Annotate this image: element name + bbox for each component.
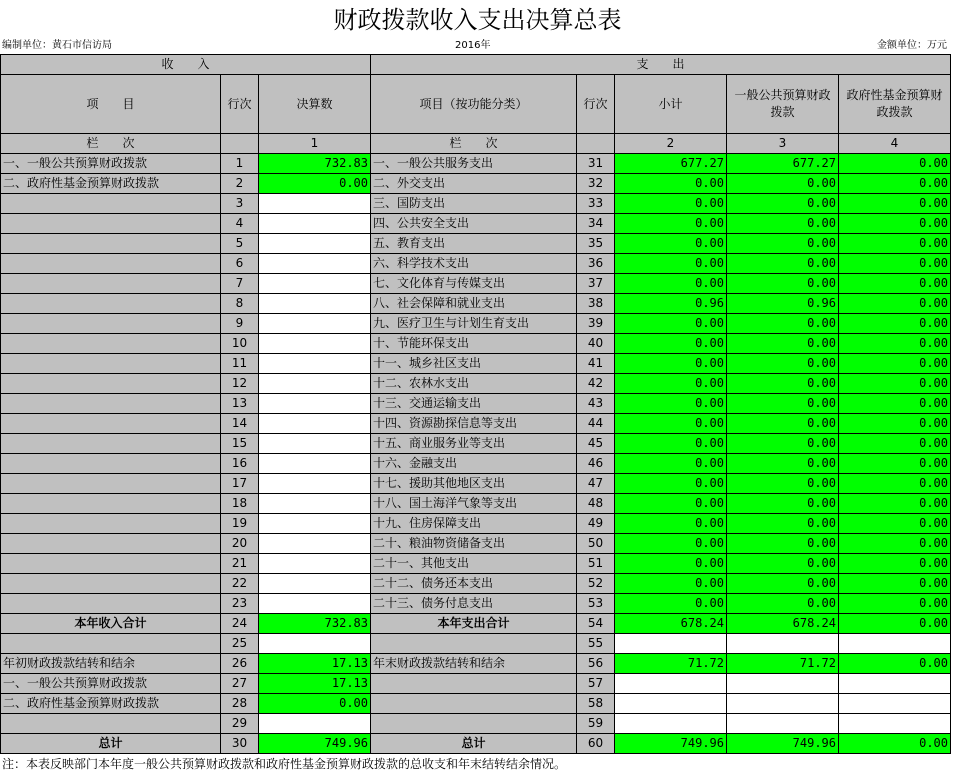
income-amount [259, 594, 371, 614]
income-item [1, 214, 221, 234]
expense-fund: 0.00 [839, 574, 951, 594]
money-unit: 金额单位：万元 [877, 40, 947, 51]
expense-general [727, 714, 839, 734]
income-row-no: 17 [221, 474, 259, 494]
income-item [1, 354, 221, 374]
income-amount: 17.13 [259, 654, 371, 674]
expense-fund: 0.00 [839, 414, 951, 434]
income-row-no: 26 [221, 654, 259, 674]
income-item [1, 474, 221, 494]
expense-general: 0.00 [727, 554, 839, 574]
expense-item [371, 674, 577, 694]
expense-subtotal: 0.96 [615, 294, 727, 314]
expense-row-no: 47 [577, 474, 615, 494]
header-fund-budget: 政府性基金预算财政拨款 [839, 75, 951, 134]
expense-row-no: 36 [577, 254, 615, 274]
expense-subtotal: 0.00 [615, 214, 727, 234]
expense-item: 十四、资源勘探信息等支出 [371, 414, 577, 434]
expense-row-no: 58 [577, 694, 615, 714]
income-item: 一、一般公共预算财政拨款 [1, 674, 221, 694]
expense-fund: 0.00 [839, 474, 951, 494]
expense-item: 五、教育支出 [371, 234, 577, 254]
expense-subtotal: 0.00 [615, 254, 727, 274]
column-number-blank [221, 134, 259, 154]
expense-general: 0.00 [727, 354, 839, 374]
header-exp-item: 项目（按功能分类） [371, 75, 577, 134]
table-row [1, 394, 951, 414]
expense-subtotal: 0.00 [615, 514, 727, 534]
table-row [1, 634, 951, 654]
income-amount [259, 634, 371, 654]
expense-item: 六、科学技术支出 [371, 254, 577, 274]
expense-item: 十六、金融支出 [371, 454, 577, 474]
income-item [1, 334, 221, 354]
expense-subtotal: 0.00 [615, 394, 727, 414]
expense-item [371, 714, 577, 734]
column-number-exp-label: 栏 次 [371, 134, 577, 154]
expense-subtotal: 678.24 [615, 614, 727, 634]
expense-general: 678.24 [727, 614, 839, 634]
income-item [1, 194, 221, 214]
expense-row-no: 40 [577, 334, 615, 354]
income-amount [259, 334, 371, 354]
expense-general: 677.27 [727, 154, 839, 174]
expense-item: 十九、住房保障支出 [371, 514, 577, 534]
column-number-label: 栏 次 [1, 134, 221, 154]
expense-general: 0.00 [727, 314, 839, 334]
expense-general: 0.00 [727, 414, 839, 434]
expense-general: 0.00 [727, 494, 839, 514]
expense-item: 四、公共安全支出 [371, 214, 577, 234]
expense-row-no: 31 [577, 154, 615, 174]
expense-fund: 0.00 [839, 374, 951, 394]
income-amount [259, 214, 371, 234]
expense-item: 总计 [371, 734, 577, 754]
expense-item: 年末财政拨款结转和结余 [371, 654, 577, 674]
income-item [1, 514, 221, 534]
expense-item: 二十二、债务还本支出 [371, 574, 577, 594]
expense-item [371, 694, 577, 714]
income-row-no: 27 [221, 674, 259, 694]
expense-item: 十五、商业服务业等支出 [371, 434, 577, 454]
income-item: 总计 [1, 734, 221, 754]
expense-row-no: 52 [577, 574, 615, 594]
expense-fund: 0.00 [839, 234, 951, 254]
expense-row-no: 57 [577, 674, 615, 694]
income-item: 本年收入合计 [1, 614, 221, 634]
income-row-no: 28 [221, 694, 259, 714]
expense-fund: 0.00 [839, 654, 951, 674]
income-amount [259, 474, 371, 494]
column-number-exp-blank [577, 134, 615, 154]
expense-general: 0.00 [727, 334, 839, 354]
income-amount: 0.00 [259, 694, 371, 714]
table-row [1, 714, 951, 734]
expense-fund: 0.00 [839, 614, 951, 634]
table-row [1, 534, 951, 554]
table-row [1, 674, 951, 694]
compiling-unit: 编制单位：黄石市信访局 [2, 40, 112, 51]
expense-fund: 0.00 [839, 274, 951, 294]
expense-fund: 0.00 [839, 334, 951, 354]
header-general-budget: 一般公共预算财政拨款 [727, 75, 839, 134]
expense-item: 十、节能环保支出 [371, 334, 577, 354]
expense-general: 0.00 [727, 254, 839, 274]
income-item [1, 254, 221, 274]
table-row [1, 234, 951, 254]
expense-subtotal: 0.00 [615, 194, 727, 214]
expense-row-no: 42 [577, 374, 615, 394]
expense-row-no: 53 [577, 594, 615, 614]
income-row-no: 11 [221, 354, 259, 374]
expense-row-no: 43 [577, 394, 615, 414]
table-row [1, 494, 951, 514]
income-row-no: 24 [221, 614, 259, 634]
expense-fund: 0.00 [839, 514, 951, 534]
income-amount [259, 254, 371, 274]
income-row-no: 19 [221, 514, 259, 534]
income-item [1, 374, 221, 394]
income-row-no: 21 [221, 554, 259, 574]
report-title: 财政拨款收入支出决算总表 [333, 6, 622, 34]
income-row-no: 30 [221, 734, 259, 754]
expense-subtotal: 0.00 [615, 554, 727, 574]
table-row [1, 274, 951, 294]
expense-subtotal: 0.00 [615, 274, 727, 294]
income-row-no: 13 [221, 394, 259, 414]
expense-row-no: 55 [577, 634, 615, 654]
income-amount [259, 454, 371, 474]
expense-subtotal: 0.00 [615, 534, 727, 554]
expense-general: 0.00 [727, 594, 839, 614]
expense-row-no: 60 [577, 734, 615, 754]
expense-row-no: 33 [577, 194, 615, 214]
income-row-no: 15 [221, 434, 259, 454]
income-row-no: 18 [221, 494, 259, 514]
header-row-no: 行次 [221, 75, 259, 134]
income-row-no: 20 [221, 534, 259, 554]
income-item [1, 434, 221, 454]
expense-item: 二、外交支出 [371, 174, 577, 194]
expense-fund: 0.00 [839, 294, 951, 314]
expense-row-no: 44 [577, 414, 615, 434]
expense-subtotal: 0.00 [615, 574, 727, 594]
table-row [1, 514, 951, 534]
income-row-no: 14 [221, 414, 259, 434]
expense-general [727, 694, 839, 714]
table-row [1, 254, 951, 274]
expense-row-no: 51 [577, 554, 615, 574]
expense-row-no: 59 [577, 714, 615, 734]
income-row-no: 9 [221, 314, 259, 334]
income-row-no: 22 [221, 574, 259, 594]
income-row-no: 3 [221, 194, 259, 214]
expense-item: 七、文化体育与传媒支出 [371, 274, 577, 294]
expense-row-no: 35 [577, 234, 615, 254]
table-row [1, 654, 951, 674]
table-row [1, 294, 951, 314]
table-row [1, 334, 951, 354]
expense-subtotal: 0.00 [615, 354, 727, 374]
expense-fund: 0.00 [839, 214, 951, 234]
expense-fund: 0.00 [839, 394, 951, 414]
expense-general [727, 674, 839, 694]
table-row [1, 454, 951, 474]
expense-general: 0.00 [727, 174, 839, 194]
expense-row-no: 50 [577, 534, 615, 554]
expense-general: 0.00 [727, 474, 839, 494]
expense-subtotal [615, 714, 727, 734]
income-row-no: 16 [221, 454, 259, 474]
expense-subtotal [615, 634, 727, 654]
expense-fund: 0.00 [839, 354, 951, 374]
expense-row-no: 49 [577, 514, 615, 534]
income-amount [259, 434, 371, 454]
expense-fund [839, 674, 951, 694]
expense-subtotal: 677.27 [615, 154, 727, 174]
header-item: 项 目 [1, 75, 221, 134]
income-amount [259, 414, 371, 434]
expense-fund: 0.00 [839, 734, 951, 754]
column-number-3: 3 [727, 134, 839, 154]
expense-fund: 0.00 [839, 154, 951, 174]
income-item: 一、一般公共预算财政拨款 [1, 154, 221, 174]
table-row [1, 154, 951, 174]
expense-fund: 0.00 [839, 434, 951, 454]
income-amount [259, 374, 371, 394]
income-row-no: 5 [221, 234, 259, 254]
table-row [1, 694, 951, 714]
expense-fund [839, 634, 951, 654]
expense-row-no: 56 [577, 654, 615, 674]
footnote: 注：本表反映部门本年度一般公共预算财政拨款和政府性基金预算财政拨款的总收支和年末结转结余情况。 [2, 757, 567, 771]
expense-fund: 0.00 [839, 314, 951, 334]
table-row [1, 574, 951, 594]
expense-general: 0.00 [727, 514, 839, 534]
income-row-no: 4 [221, 214, 259, 234]
expense-fund: 0.00 [839, 554, 951, 574]
expense-fund: 0.00 [839, 174, 951, 194]
table-row [1, 354, 951, 374]
expense-general: 0.00 [727, 214, 839, 234]
expense-fund [839, 694, 951, 714]
income-amount: 0.00 [259, 174, 371, 194]
expense-general: 0.00 [727, 454, 839, 474]
expense-subtotal: 0.00 [615, 174, 727, 194]
table-row [1, 314, 951, 334]
expense-item: 十三、交通运输支出 [371, 394, 577, 414]
expense-subtotal: 0.00 [615, 454, 727, 474]
income-item [1, 634, 221, 654]
expense-item: 九、医疗卫生与计划生育支出 [371, 314, 577, 334]
table-row [1, 374, 951, 394]
table-row [1, 434, 951, 454]
expense-fund: 0.00 [839, 454, 951, 474]
expense-subtotal: 0.00 [615, 314, 727, 334]
income-amount: 17.13 [259, 674, 371, 694]
expense-row-no: 34 [577, 214, 615, 234]
income-item [1, 714, 221, 734]
expense-subtotal: 749.96 [615, 734, 727, 754]
income-row-no: 12 [221, 374, 259, 394]
expense-fund: 0.00 [839, 254, 951, 274]
income-item [1, 234, 221, 254]
expense-item: 二十三、债务付息支出 [371, 594, 577, 614]
expense-subtotal: 0.00 [615, 594, 727, 614]
income-amount: 749.96 [259, 734, 371, 754]
header-amount: 决算数 [259, 75, 371, 134]
expense-subtotal: 71.72 [615, 654, 727, 674]
income-item [1, 394, 221, 414]
expense-row-no: 39 [577, 314, 615, 334]
expense-subtotal [615, 674, 727, 694]
income-row-no: 25 [221, 634, 259, 654]
expense-row-no: 46 [577, 454, 615, 474]
table-row [1, 194, 951, 214]
expense-item [371, 634, 577, 654]
expense-row-no: 37 [577, 274, 615, 294]
income-row-no: 6 [221, 254, 259, 274]
expense-item: 三、国防支出 [371, 194, 577, 214]
income-item [1, 414, 221, 434]
income-amount [259, 554, 371, 574]
expense-section-header: 支 出 [371, 55, 951, 75]
income-row-no: 2 [221, 174, 259, 194]
expense-item: 十八、国土海洋气象等支出 [371, 494, 577, 514]
expense-subtotal: 0.00 [615, 434, 727, 454]
table-row [1, 614, 951, 634]
table-row [1, 174, 951, 194]
column-number-4: 4 [839, 134, 951, 154]
income-item [1, 534, 221, 554]
income-item [1, 554, 221, 574]
income-amount: 732.83 [259, 614, 371, 634]
expense-fund: 0.00 [839, 194, 951, 214]
income-item [1, 454, 221, 474]
income-amount [259, 274, 371, 294]
expense-item: 二十一、其他支出 [371, 554, 577, 574]
expense-subtotal [615, 694, 727, 714]
expense-item: 八、社会保障和就业支出 [371, 294, 577, 314]
income-row-no: 1 [221, 154, 259, 174]
expense-item: 本年支出合计 [371, 614, 577, 634]
income-amount [259, 294, 371, 314]
column-number-2: 2 [615, 134, 727, 154]
expense-row-no: 48 [577, 494, 615, 514]
expense-row-no: 45 [577, 434, 615, 454]
expense-general: 749.96 [727, 734, 839, 754]
table-row [1, 594, 951, 614]
income-row-no: 8 [221, 294, 259, 314]
expense-general: 0.00 [727, 434, 839, 454]
expense-general: 0.00 [727, 374, 839, 394]
budget-summary-table [0, 54, 951, 754]
header-subtotal: 小计 [615, 75, 727, 134]
expense-item: 十二、农林水支出 [371, 374, 577, 394]
income-amount [259, 234, 371, 254]
expense-subtotal: 0.00 [615, 494, 727, 514]
income-item: 二、政府性基金预算财政拨款 [1, 174, 221, 194]
income-amount: 732.83 [259, 154, 371, 174]
expense-fund: 0.00 [839, 534, 951, 554]
income-row-no: 10 [221, 334, 259, 354]
income-amount [259, 534, 371, 554]
income-item [1, 274, 221, 294]
expense-general: 0.00 [727, 194, 839, 214]
table-row [1, 474, 951, 494]
expense-fund: 0.00 [839, 594, 951, 614]
expense-item: 二十、粮油物资储备支出 [371, 534, 577, 554]
expense-general: 0.00 [727, 574, 839, 594]
header-exp-row-no: 行次 [577, 75, 615, 134]
report-year: 2016年 [455, 40, 491, 51]
expense-row-no: 38 [577, 294, 615, 314]
expense-fund [839, 714, 951, 734]
income-row-no: 29 [221, 714, 259, 734]
income-amount [259, 314, 371, 334]
expense-general: 0.00 [727, 394, 839, 414]
expense-subtotal: 0.00 [615, 374, 727, 394]
expense-item: 十一、城乡社区支出 [371, 354, 577, 374]
income-amount [259, 574, 371, 594]
income-amount [259, 494, 371, 514]
expense-row-no: 54 [577, 614, 615, 634]
income-amount [259, 394, 371, 414]
expense-subtotal: 0.00 [615, 474, 727, 494]
expense-item: 十七、援助其他地区支出 [371, 474, 577, 494]
expense-row-no: 41 [577, 354, 615, 374]
income-item [1, 574, 221, 594]
expense-item: 一、一般公共服务支出 [371, 154, 577, 174]
table-row [1, 214, 951, 234]
income-item [1, 294, 221, 314]
expense-subtotal: 0.00 [615, 414, 727, 434]
expense-subtotal: 0.00 [615, 334, 727, 354]
expense-general: 0.00 [727, 534, 839, 554]
expense-fund: 0.00 [839, 494, 951, 514]
income-item: 二、政府性基金预算财政拨款 [1, 694, 221, 714]
income-item [1, 494, 221, 514]
table-row [1, 554, 951, 574]
income-amount [259, 714, 371, 734]
income-item [1, 314, 221, 334]
expense-general: 0.00 [727, 274, 839, 294]
income-row-no: 23 [221, 594, 259, 614]
expense-general [727, 634, 839, 654]
table-row [1, 734, 951, 754]
expense-general: 0.00 [727, 234, 839, 254]
expense-subtotal: 0.00 [615, 234, 727, 254]
income-row-no: 7 [221, 274, 259, 294]
income-amount [259, 354, 371, 374]
column-number-1: 1 [259, 134, 371, 154]
income-amount [259, 514, 371, 534]
income-item [1, 594, 221, 614]
table-row [1, 414, 951, 434]
expense-row-no: 32 [577, 174, 615, 194]
income-item: 年初财政拨款结转和结余 [1, 654, 221, 674]
income-amount [259, 194, 371, 214]
income-section-header: 收 入 [1, 55, 371, 75]
expense-general: 71.72 [727, 654, 839, 674]
expense-general: 0.96 [727, 294, 839, 314]
